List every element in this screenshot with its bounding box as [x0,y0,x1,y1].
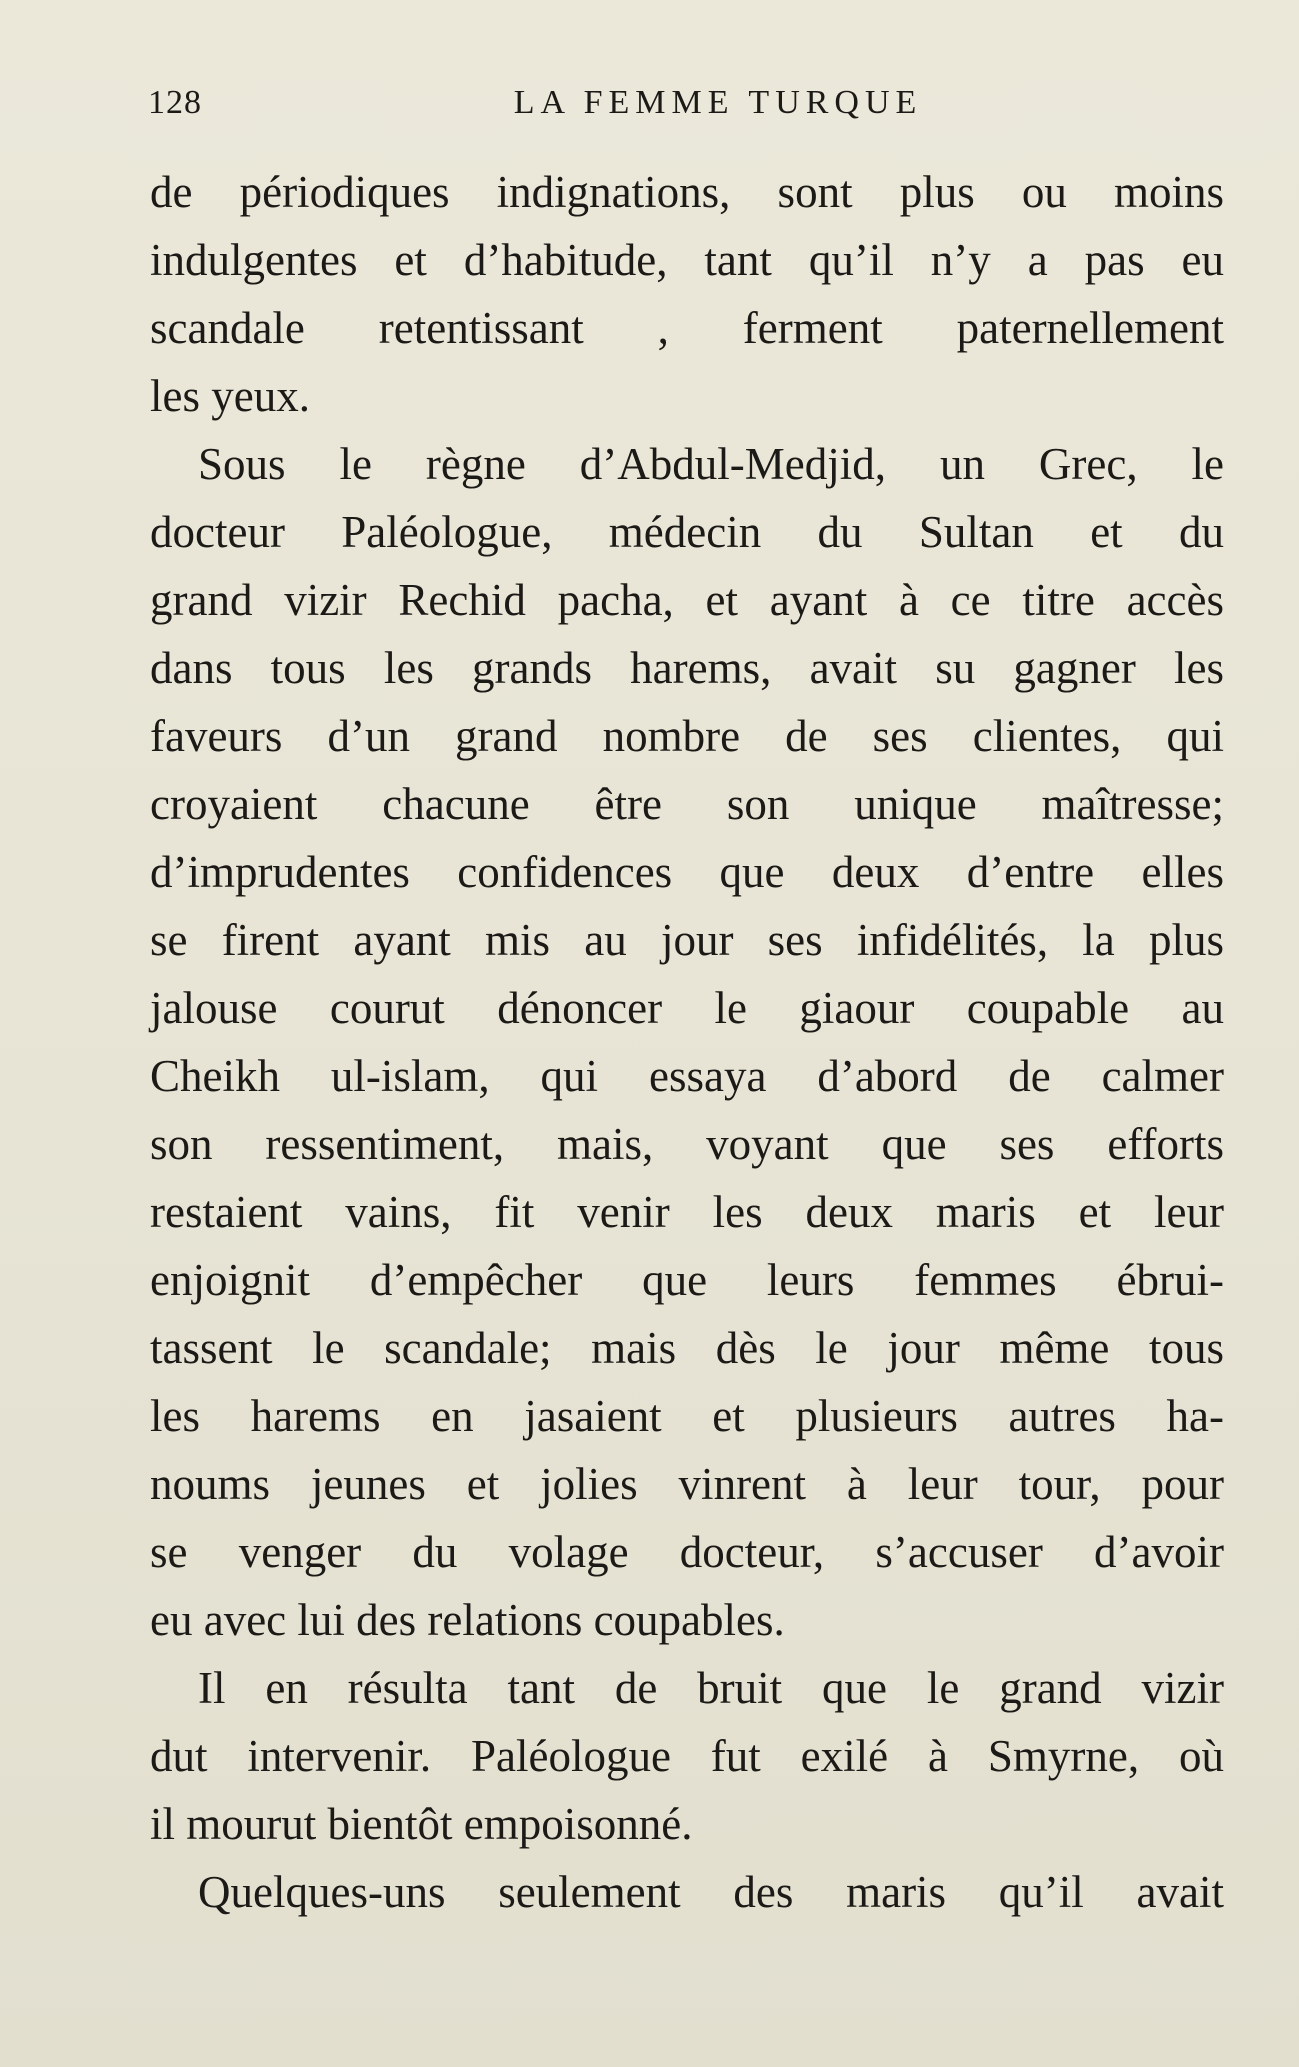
text-line: indulgentes et d’habitude, tant qu’il n’y a pas eu [150,235,1224,285]
text-line: les harems en jasaient et plusieurs autres ha- [150,1391,1224,1441]
text-line: il mourut bientôt empoisonné. [150,1799,693,1849]
text-line: tassent le scandale; mais dès le jour même tous [150,1323,1224,1373]
text-line: se firent ayant mis au jour ses infidélités, la plus [150,915,1224,965]
text-line: Cheikh ul-islam, qui essaya d’abord de calmer [150,1051,1224,1101]
paragraph-first-line: Il en résulta tant de bruit que le grand vizir [198,1663,1224,1713]
text-line: eu avec lui des relations coupables. [150,1595,785,1645]
text-line: docteur Paléologue, médecin du Sultan et du [150,507,1224,557]
text-line: enjoignit d’empêcher que leurs femmes ébrui- [150,1255,1224,1305]
page-header [148,84,1228,134]
text-line: son ressentiment, mais, voyant que ses efforts [150,1119,1224,1169]
text-line: dans tous les grands harems, avait su gagner les [150,643,1224,693]
page-number: 128 [148,84,202,121]
text-line: restaient vains, fit venir les deux maris et leur [150,1187,1224,1237]
body-text [150,158,1224,1926]
text-line: de périodiques indignations, sont plus ou moins [150,167,1224,217]
text-line: jalouse courut dénoncer le giaour coupable au [150,983,1224,1033]
text-line: croyaient chacune être son unique maîtresse; [150,779,1224,829]
text-line: dut intervenir. Paléologue fut exilé à Smyrne, où [150,1731,1224,1781]
running-title: LA FEMME TURQUE [513,84,923,121]
text-line: scandale retentissant , ferment paternellement [150,303,1224,353]
text-line: grand vizir Rechid pacha, et ayant à ce titre accès [150,575,1224,625]
paragraph-first-line: Quelques-uns seulement des maris qu’il avait [198,1867,1224,1917]
text-line: faveurs d’un grand nombre de ses clientes, qui [150,711,1224,761]
paragraph-first-line: Sous le règne d’Abdul-Medjid, un Grec, le [198,439,1224,489]
text-line: noums jeunes et jolies vinrent à leur tour, pour [150,1459,1224,1509]
text-line: d’imprudentes confidences que deux d’entre elles [150,847,1224,897]
text-line: les yeux. [150,371,310,421]
text-line: se venger du volage docteur, s’accuser d’avoir [150,1527,1224,1577]
